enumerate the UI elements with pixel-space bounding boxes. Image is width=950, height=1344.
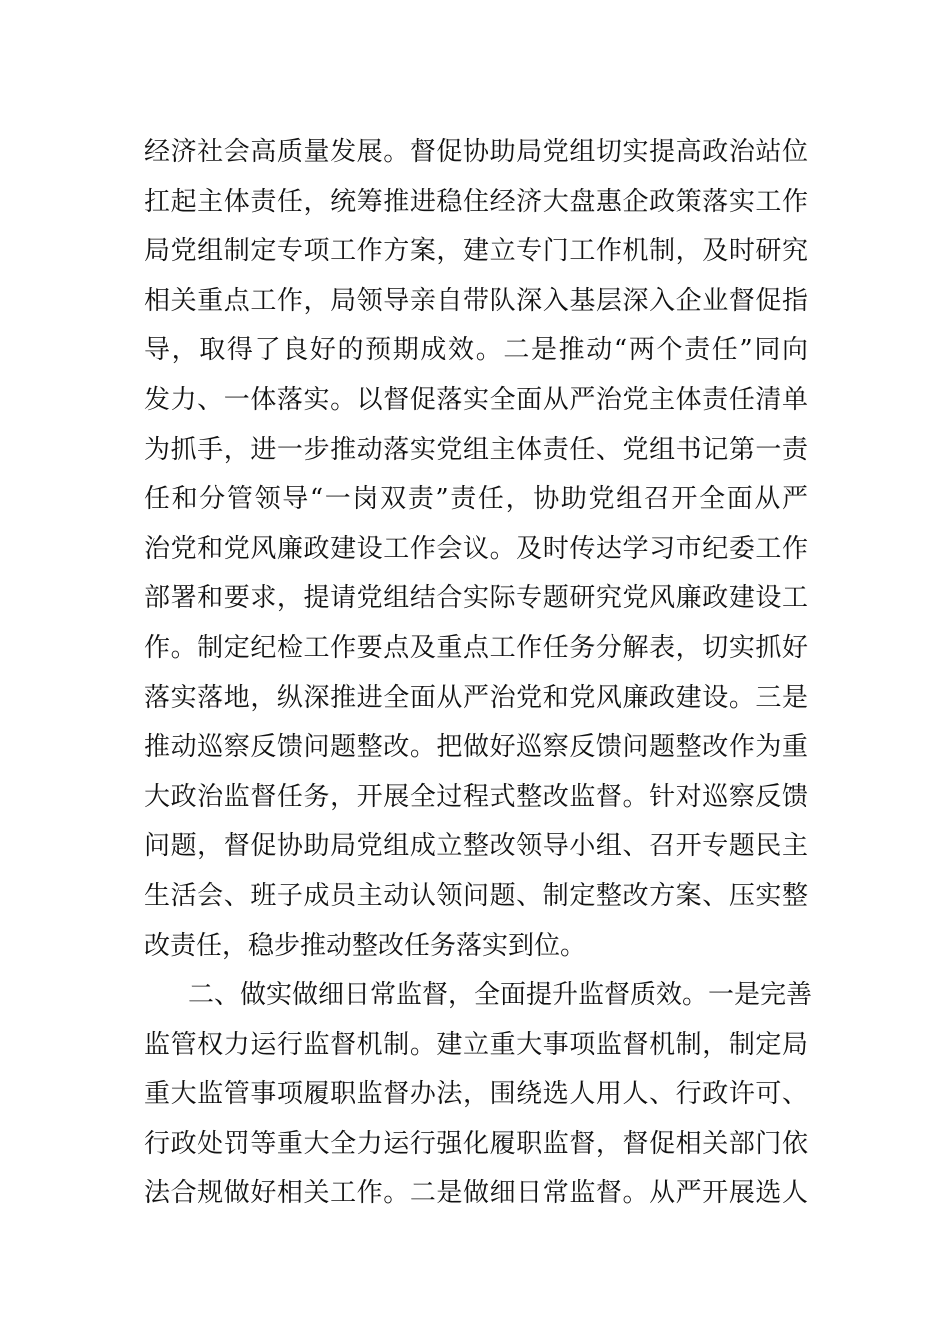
text-line: 监管权力运行监督机制。建立重大事项监督机制，制定局: [144, 1029, 808, 1060]
text-line: 问题，督促协助局党组成立整改领导小组、召开专题民主: [144, 831, 808, 862]
text-line: 大政治监督任务，开展全过程式整改监督。针对巡察反馈: [144, 781, 808, 812]
paragraph-end-line: 改责任，稳步推动整改任务落实到位。: [144, 930, 587, 961]
text-line: 导，取得了良好的预期成效。二是推动“两个责任”同向: [144, 335, 808, 366]
text-line: 重大监管事项履职监督办法，围绕选人用人、行政许可、: [144, 1079, 808, 1110]
text-line: 行政处罚等重大全力运行强化履职监督，督促相关部门依: [144, 1128, 808, 1159]
section-heading-line: 二、做实做细日常监督，全面提升监督质效。一是完善: [188, 980, 813, 1011]
text-line: 法合规做好相关工作。二是做细日常监督。从严开展选人: [144, 1178, 808, 1209]
text-line: 扛起主体责任，统筹推进稳住经济大盘惠企政策落实工作: [144, 186, 808, 217]
text-line: 作。制定纪检工作要点及重点工作任务分解表，切实抓好: [144, 632, 808, 663]
text-line: 生活会、班子成员主动认领问题、制定整改方案、压实整: [144, 880, 808, 911]
text-line: 相关重点工作，局领导亲自带队深入基层深入企业督促指: [144, 285, 808, 316]
text-line: 落实落地，纵深推进全面从严治党和党风廉政建设。三是: [144, 682, 808, 713]
text-line: 局党组制定专项工作方案，建立专门工作机制，及时研究: [144, 236, 808, 267]
text-line: 推动巡察反馈问题整改。把做好巡察反馈问题整改作为重: [144, 732, 808, 763]
text-line: 经济社会高质量发展。督促协助局党组切实提高政治站位: [144, 137, 808, 167]
body-text: [144, 128, 813, 1219]
text-line: 任和分管领导“一岗双责”责任，协助党组召开全面从严: [144, 484, 808, 515]
text-line: 部署和要求，提请党组结合实际专题研究党风廉政建设工: [144, 583, 808, 614]
text-line: 发力、一体落实。以督促落实全面从严治党主体责任清单: [144, 384, 808, 415]
text-line: 治党和党风廉政建设工作会议。及时传达学习市纪委工作: [144, 533, 808, 564]
text-line: 为抓手，进一步推动落实党组主体责任、党组书记第一责: [144, 434, 808, 465]
